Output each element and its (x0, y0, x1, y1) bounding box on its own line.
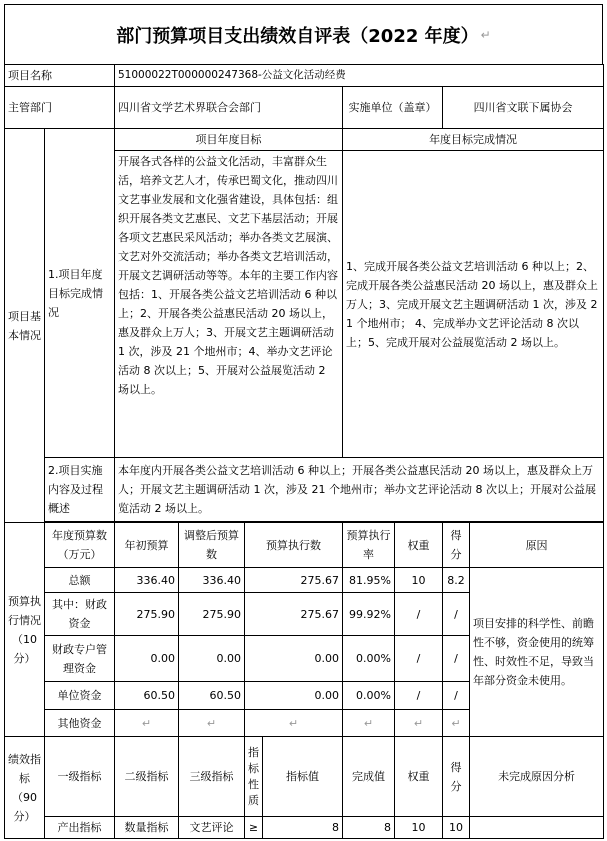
budget-rate: 0.00% (343, 636, 395, 682)
budget-row-label: 单位资金 (45, 682, 115, 710)
perf-header-reason: 未完成原因分析 (470, 737, 604, 817)
budget-score: ↵ (443, 710, 470, 737)
budget-executed: ↵ (245, 710, 343, 737)
evaluation-table (4, 64, 604, 839)
perf-header-level3: 三级指标 (179, 737, 245, 817)
perf-actual: 8 (343, 817, 395, 839)
department-row (5, 87, 604, 129)
budget-score: / (443, 636, 470, 682)
budget-header-row (5, 523, 604, 568)
budget-header-weight: 权重 (395, 523, 443, 568)
budget-row-label: 总额 (45, 568, 115, 593)
perf-reason (470, 817, 604, 839)
budget-executed: 275.67 (245, 568, 343, 593)
budget-executed: 0.00 (245, 682, 343, 710)
implementation-row (5, 458, 604, 522)
perf-level1: 产出指标 (45, 817, 115, 839)
budget-header-rate: 预算执行率 (343, 523, 395, 568)
budget-row-label: 其中：财政资金 (45, 593, 115, 636)
perf-header-weight: 权重 (395, 737, 443, 817)
impl-text: 本年度内开展各类公益文艺培训活动 6 种以上；开展各类公益惠民活动 20 场以上，惠及群众上万人；开展文艺主题调研活动 1 次，涉及 21 个地州市；举办文艺评论活动 8 次以上；开展对公益展览活动 2 场以上。 (115, 458, 604, 522)
budget-header-initial: 年初预算 (115, 523, 179, 568)
performance-row (5, 817, 604, 839)
perf-header-nature: 指标性质 (245, 737, 263, 817)
budget-header-adjusted: 调整后预算数 (179, 523, 245, 568)
perf-level3: 文艺评论 (179, 817, 245, 839)
budget-initial: 0.00 (115, 636, 179, 682)
goal-text: 开展各式各样的公益文化活动，丰富群众生活，培养文艺人才，传承巴蜀文化，推动四川文艺事业发展和文化强省建设，具体包括：组织开展各类文艺惠民、文艺下基层活动；开展各项文艺惠民采风活动；举办各类文艺展演、文艺对外交流活动；举办各类文艺培训活动，开展文艺调研活动等等。本年的主要工作内容包括：1、开展各类公益文艺培训活动 6 种以上；2、开展各类公益惠民活动 20 场以上，惠及群众上万人；3、开展文艺主题调研活动 1 次，涉及 21 个地州市；4、举办文艺评论活动 8 次以上；5、开展对公益展览活动 2 场以上。 (115, 151, 343, 458)
impl-row-label: 2.项目实施内容及过程概述 (45, 458, 115, 522)
budget-reason: 项目安排的科学性、前瞻性不够，资金使用的统筹性、时效性不足，导致当年部分资金未使用。 (470, 568, 604, 737)
budget-header-executed: 预算执行数 (245, 523, 343, 568)
goal-header: 项目年度目标 (115, 129, 343, 151)
budget-rate: 0.00% (343, 682, 395, 710)
budget-score: / (443, 682, 470, 710)
perf-header-level1: 一级指标 (45, 737, 115, 817)
budget-initial: 336.40 (115, 568, 179, 593)
budget-weight: 10 (395, 568, 443, 593)
perf-weight: 10 (395, 817, 443, 839)
budget-adjusted: 0.00 (179, 636, 245, 682)
budget-initial: 275.90 (115, 593, 179, 636)
budget-header-score: 得分 (443, 523, 470, 568)
performance-header-row (5, 737, 604, 817)
perf-header-actual: 完成值 (343, 737, 395, 817)
done-text: 1、完成开展各类公益文艺培训活动 6 种以上；2、完成开展各类公益惠民活动 20 场以上，惠及群众上万人；3、完成开展文艺主题调研活动 1 次，涉及 21 个地州市； 4、完成举办文艺评论活动 8 次以上；5、完成开展对公益展览活动 2 场以上。 (343, 151, 604, 458)
budget-section-label: 预算执行情况（10分） (5, 523, 45, 737)
project-name-row (5, 65, 604, 87)
budget-weight: / (395, 636, 443, 682)
budget-initial: ↵ (115, 710, 179, 737)
budget-weight: / (395, 593, 443, 636)
goal-row-label: 1.项目年度目标完成情况 (45, 129, 115, 458)
form-title-text: 部门预算项目支出绩效自评表（2022 年度） (116, 25, 479, 47)
basic-section-label: 项目基本情况 (5, 129, 45, 523)
budget-weight: ↵ (395, 710, 443, 737)
perf-target: 8 (263, 817, 343, 839)
unit-value: 四川省文联下属协会 (443, 87, 604, 129)
budget-row-total (5, 568, 604, 593)
return-mark: ↵ (480, 27, 491, 42)
done-header: 年度目标完成情况 (343, 129, 604, 151)
budget-header-reason: 原因 (470, 523, 604, 568)
budget-executed: 0.00 (245, 636, 343, 682)
perf-score: 10 (443, 817, 470, 839)
basic-header-row (5, 129, 604, 151)
project-name-value: 51000022T000000247368-公益文化活动经费 (115, 65, 604, 87)
budget-adjusted: ↵ (179, 710, 245, 737)
budget-score: 8.2 (443, 568, 470, 593)
budget-executed: 275.67 (245, 593, 343, 636)
budget-adjusted: 275.90 (179, 593, 245, 636)
budget-weight: / (395, 682, 443, 710)
budget-adjusted: 336.40 (179, 568, 245, 593)
perf-nature: ≥ (245, 817, 263, 839)
budget-row-label: 其他资金 (45, 710, 115, 737)
budget-rate: 81.95% (343, 568, 395, 593)
perf-header-score: 得分 (443, 737, 470, 817)
form-title (4, 4, 603, 64)
budget-rate: ↵ (343, 710, 395, 737)
dept-label: 主管部门 (5, 87, 115, 129)
budget-adjusted: 60.50 (179, 682, 245, 710)
perf-header-target: 指标值 (263, 737, 343, 817)
performance-section-label: 绩效指标（90分） (5, 737, 45, 839)
dept-value: 四川省文学艺术界联合会部门 (115, 87, 343, 129)
budget-initial: 60.50 (115, 682, 179, 710)
unit-label: 实施单位（盖章） (343, 87, 443, 129)
budget-score: / (443, 593, 470, 636)
perf-header-level2: 二级指标 (115, 737, 179, 817)
budget-rate: 99.92% (343, 593, 395, 636)
budget-row-label: 财政专户管理资金 (45, 636, 115, 682)
project-name-label: 项目名称 (5, 65, 115, 87)
budget-header-base: 年度预算数（万元） (45, 523, 115, 568)
perf-level2: 数量指标 (115, 817, 179, 839)
